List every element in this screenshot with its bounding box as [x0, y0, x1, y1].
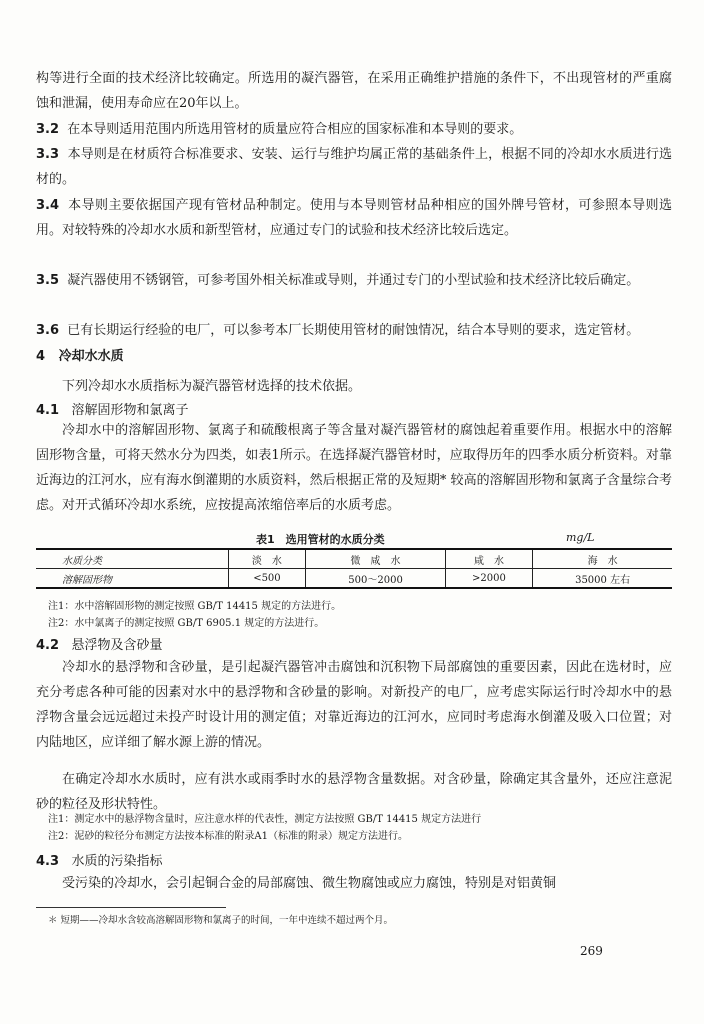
footnote-rule [36, 907, 226, 908]
table-cell: 500～2000 [306, 569, 445, 589]
clause-number: 3.4 [36, 198, 60, 213]
subsection-heading-4-1: 4.1 溶解固形物和氯离子 [36, 403, 189, 418]
clause-number: 3.6 [36, 323, 60, 338]
note-4-2-2: 注2：泥砂的粒径分布测定方法按本标准的附录A1（标准的附录）规定方法进行。 [48, 831, 408, 842]
clause-3-4: 3.4 本导则主要依据国产现有管材品种制定。使用与本导则管材品种相应的国外牌号管材，可参照本导则选用。对较特殊的冷却水水质和新型管材，应通过专门的试验和技术经济比较后选定。 [36, 198, 672, 238]
note-4-2-1: 注1：测定水中的悬浮物含量时，应注意水样的代表性，测定方法按照 GB/T 14415 规定方法进行 [48, 814, 482, 825]
clause-3-6: 3.6 已有长期运行经验的电厂，可以参考本厂长期使用管材的耐蚀情况，结合本导则的要求，选定管材。 [36, 323, 640, 338]
paragraph-4-1: 冷却水中的溶解固形物、氯离子和硫酸根离子等含量对凝汽器管材的腐蚀起着重要作用。根据水中的溶解固形物含量，可将天然水分为四类，如表1所示。在选择凝汽器管材时，应取得历年的四季水质分析资料。对靠近海边的江河水，应有海水倒灌期的水质资料，然后根据正常的及短期* 较高的溶解固形物和氯离子含量综合考虑。对开式循环冷却水系统，应按提高浓缩倍率后的水质考虑。 [36, 423, 672, 513]
table-cell: <500 [228, 569, 306, 589]
paragraph-4-2-b: 在确定冷却水水质时，应有洪水或雨季时水的悬浮物含量数据。对含砂量，除确定其含量外，还应注意泥砂的粒径及形状特性。 [36, 772, 672, 812]
section-4-intro: 下列冷却水水质指标为凝汽器管材选择的技术依据。 [62, 379, 362, 394]
table-row [36, 569, 672, 589]
header-cell: 咸 水 [445, 549, 532, 569]
clause-3-5: 3.5 凝汽器使用不锈钢管，可参考国外相关标准或导则，并通过专门的小型试验和技术经济比较后确定。 [36, 273, 640, 288]
clause-number: 3.2 [36, 122, 60, 137]
table-cell: 35000 左右 [533, 569, 672, 589]
header-cell: 水质分类 [36, 549, 228, 569]
water-quality-table [36, 548, 672, 589]
table-unit: mg/L [566, 531, 595, 544]
header-cell: 海 水 [533, 549, 672, 569]
section-heading-4: 4 冷却水水质 [36, 349, 124, 364]
subsection-heading-4-3: 4.3 水质的污染指标 [36, 854, 163, 869]
table-note-2: 注2：水中氯离子的测定按照 GB/T 6905.1 规定的方法进行。 [48, 618, 325, 629]
table-cell: >2000 [445, 569, 532, 589]
table-title: 表1 选用管材的水质分类 [256, 533, 385, 546]
clause-3-3: 3.3 本导则是在材质符合标准要求、安装、运行与维护均属正常的基础条件上，根据不同的冷却水水质进行选材的。 [36, 147, 672, 187]
paragraph-4-2-a: 冷却水的悬浮物和含砂量，是引起凝汽器管冲击腐蚀和沉积物下局部腐蚀的重要因素，因此在选材时，应充分考虑各种可能的因素对水中的悬浮物和含砂量的影响。对新投产的电厂，应考虑实际运行时冷却水中的悬浮物含量会远远超过未投产时设计用的测定值；对靠近海边的江河水，应同时考虑海水倒灌及吸入口位置；对内陆地区，应详细了解水源上游的情况。 [36, 660, 672, 750]
table-cell: 溶解固形物 [36, 569, 228, 589]
clause-3-2: 3.2 在本导则适用范围内所选用管材的质量应符合相应的国家标准和本导则的要求。 [36, 122, 523, 137]
clause-number: 3.3 [36, 147, 60, 162]
header-cell: 淡 水 [228, 549, 306, 569]
page-number: 269 [580, 944, 603, 958]
table-header-row [36, 549, 672, 569]
subsection-heading-4-2: 4.2 悬浮物及含砂量 [36, 638, 163, 653]
table-note-1: 注1：水中溶解固形物的测定按照 GB/T 14415 规定的方法进行。 [48, 601, 342, 612]
clause-number: 3.5 [36, 273, 60, 288]
footnote: ＊ 短期——冷却水含较高溶解固形物和氯离子的时间，一年中连续不超过两个月。 [48, 915, 394, 926]
paragraph-4-3: 受污染的冷却水，会引起铜合金的局部腐蚀、微生物腐蚀或应力腐蚀，特别是对铝黄铜 [62, 876, 557, 891]
header-cell: 微 咸 水 [306, 549, 445, 569]
continuation-paragraph: 构等进行全面的技术经济比较确定。所选用的凝汽器管，在采用正确维护措施的条件下，不出现管材的严重腐蚀和泄漏，使用寿命应在20年以上。 [36, 71, 672, 111]
